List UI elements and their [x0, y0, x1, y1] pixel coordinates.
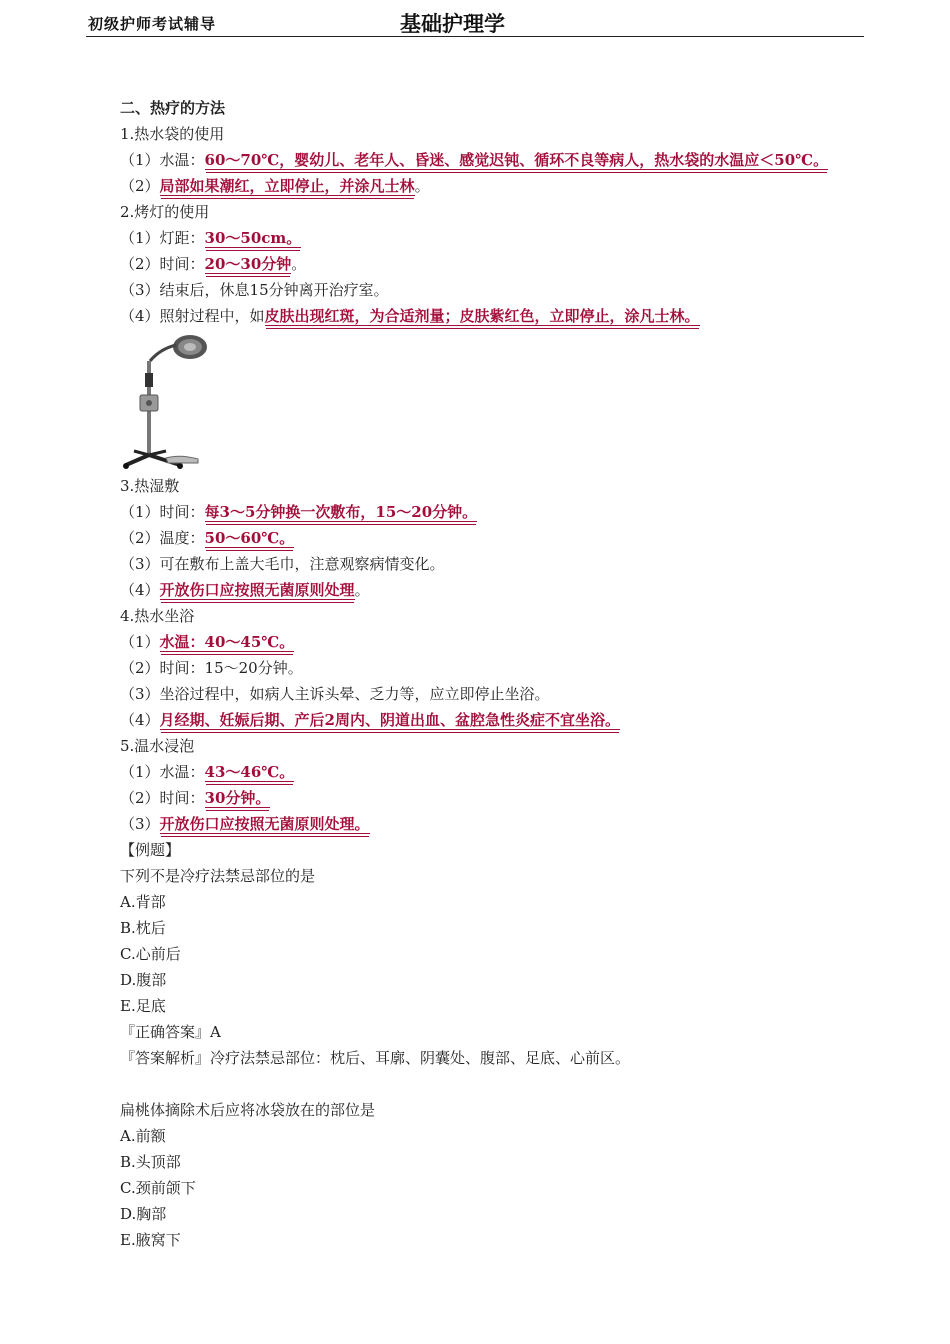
line-text: （2）时间： — [120, 255, 205, 273]
line-text: （2） — [120, 177, 160, 195]
line-text: （3）坐浴过程中，如病人主诉头晕、乏力等，应立即停止坐浴。 — [120, 685, 550, 703]
text-line — [120, 277, 880, 303]
line-text: （4）照射过程中，如 — [120, 307, 265, 325]
highlighted-text: 皮肤出现红斑，为合适剂量；皮肤紫红色，立即停止，涂凡士林。 — [264, 307, 700, 325]
line-text: （3）可在敷布上盖大毛巾，注意观察病情变化。 — [120, 555, 445, 573]
line-text: 下列不是冷疗法禁忌部位的是 — [120, 867, 316, 885]
text-line — [120, 1097, 880, 1123]
line-text: 『正确答案』A — [120, 1023, 221, 1041]
text-line — [120, 915, 880, 941]
text-line — [120, 941, 880, 967]
document-body — [120, 95, 880, 1253]
text-line — [120, 967, 880, 993]
highlighted-text: 43～46℃。 — [204, 763, 295, 781]
line-text: 。 — [291, 255, 307, 273]
highlighted-text: 月经期、妊娠后期、产后2周内、阴道出血、盆腔急性炎症不宜坐浴。 — [159, 711, 620, 729]
text-line — [120, 303, 880, 329]
text-line — [120, 603, 880, 629]
text-line — [120, 1045, 880, 1071]
text-line — [120, 707, 880, 733]
line-text: C.颈前颌下 — [120, 1179, 196, 1197]
text-line — [120, 525, 880, 551]
blank-line — [120, 1071, 880, 1097]
highlighted-text: 50～60℃。 — [204, 529, 295, 547]
line-text: 【例题】 — [120, 841, 181, 859]
text-line — [120, 759, 880, 785]
text-line — [120, 1175, 880, 1201]
text-line — [120, 785, 880, 811]
highlighted-text: 开放伤口应按照无菌原则处理。 — [159, 815, 370, 833]
highlighted-text: 30～50cm。 — [204, 229, 302, 247]
text-line — [120, 1201, 880, 1227]
line-text: 3.热湿敷 — [120, 477, 180, 495]
line-text: （4） — [120, 711, 160, 729]
text-line — [120, 473, 880, 499]
line-text: B.头顶部 — [120, 1153, 181, 1171]
line-text: E.足底 — [120, 997, 166, 1015]
line-text: （1） — [120, 633, 160, 651]
text-line — [120, 655, 880, 681]
text-line — [120, 993, 880, 1019]
text-line — [120, 733, 880, 759]
highlighted-text: 每3～5分钟换一次敷布，15～20分钟。 — [204, 503, 478, 521]
line-text: （2）温度： — [120, 529, 205, 547]
highlighted-text: 30分钟。 — [204, 789, 271, 807]
header-right-title: 基础护理学 — [400, 11, 505, 36]
line-text: （1）时间： — [120, 503, 205, 521]
header-left-title: 初级护师考试辅导 — [88, 15, 217, 33]
line-text: 。 — [354, 581, 370, 599]
text-line — [120, 837, 880, 863]
line-text: B.枕后 — [120, 919, 166, 937]
line-text: （3）结束后，休息15分钟离开治疗室。 — [120, 281, 389, 299]
text-line — [120, 1227, 880, 1253]
line-text: （4） — [120, 581, 160, 599]
text-line — [120, 173, 880, 199]
line-text: （3） — [120, 815, 160, 833]
highlighted-text: 开放伤口应按照无菌原则处理 — [159, 581, 355, 599]
line-text: 。 — [414, 177, 430, 195]
text-line — [120, 577, 880, 603]
line-text: E.腋窝下 — [120, 1231, 181, 1249]
text-line — [120, 199, 880, 225]
text-line — [120, 863, 880, 889]
highlighted-text: 局部如果潮红，立即停止，并涂凡士林 — [159, 177, 415, 195]
text-line — [120, 551, 880, 577]
line-text: D.胸部 — [120, 1205, 167, 1223]
line-text: A.背部 — [120, 893, 166, 911]
line-text: A.前额 — [120, 1127, 166, 1145]
line-text: 5.温水浸泡 — [120, 737, 195, 755]
text-line — [120, 121, 880, 147]
line-text: 『答案解析』冷疗法禁忌部位：枕后、耳廓、阴囊处、腹部、足底、心前区。 — [120, 1049, 631, 1067]
line-text: 2.烤灯的使用 — [120, 203, 210, 221]
text-line — [120, 811, 880, 837]
text-line — [120, 629, 880, 655]
heat-lamp-figure — [120, 329, 880, 473]
heat-lamp-icon — [120, 333, 210, 473]
text-line — [120, 499, 880, 525]
text-line — [120, 1019, 880, 1045]
line-text: 扁桃体摘除术后应将冰袋放在的部位是 — [120, 1101, 376, 1119]
section-heat-methods-part2 — [120, 473, 880, 1253]
line-text: （2）时间：15～20分钟。 — [120, 659, 303, 677]
line-text: 二、热疗的方法 — [120, 99, 226, 117]
highlighted-text: 60～70℃，婴幼儿、老年人、昏迷、感觉迟钝、循环不良等病人，热水袋的水温应＜50℃。 — [204, 151, 829, 169]
text-line — [120, 889, 880, 915]
line-text: （1）灯距： — [120, 229, 205, 247]
line-text: （2）时间： — [120, 789, 205, 807]
text-line — [120, 1149, 880, 1175]
highlighted-text: 20～30分钟 — [204, 255, 292, 273]
line-text: D.腹部 — [120, 971, 167, 989]
line-text: 1.热水袋的使用 — [120, 125, 225, 143]
header-divider — [86, 36, 864, 37]
text-line — [120, 1123, 880, 1149]
line-text: 4.热水坐浴 — [120, 607, 195, 625]
section-heat-methods-part1 — [120, 95, 880, 329]
line-text: C.心前后 — [120, 945, 181, 963]
text-line — [120, 681, 880, 707]
line-text: （1）水温： — [120, 151, 205, 169]
highlighted-text: 水温：40～45℃。 — [159, 633, 295, 651]
text-line — [120, 147, 880, 173]
line-text: （1）水温： — [120, 763, 205, 781]
text-line — [120, 225, 880, 251]
text-line — [120, 251, 880, 277]
section-heading — [120, 95, 880, 121]
